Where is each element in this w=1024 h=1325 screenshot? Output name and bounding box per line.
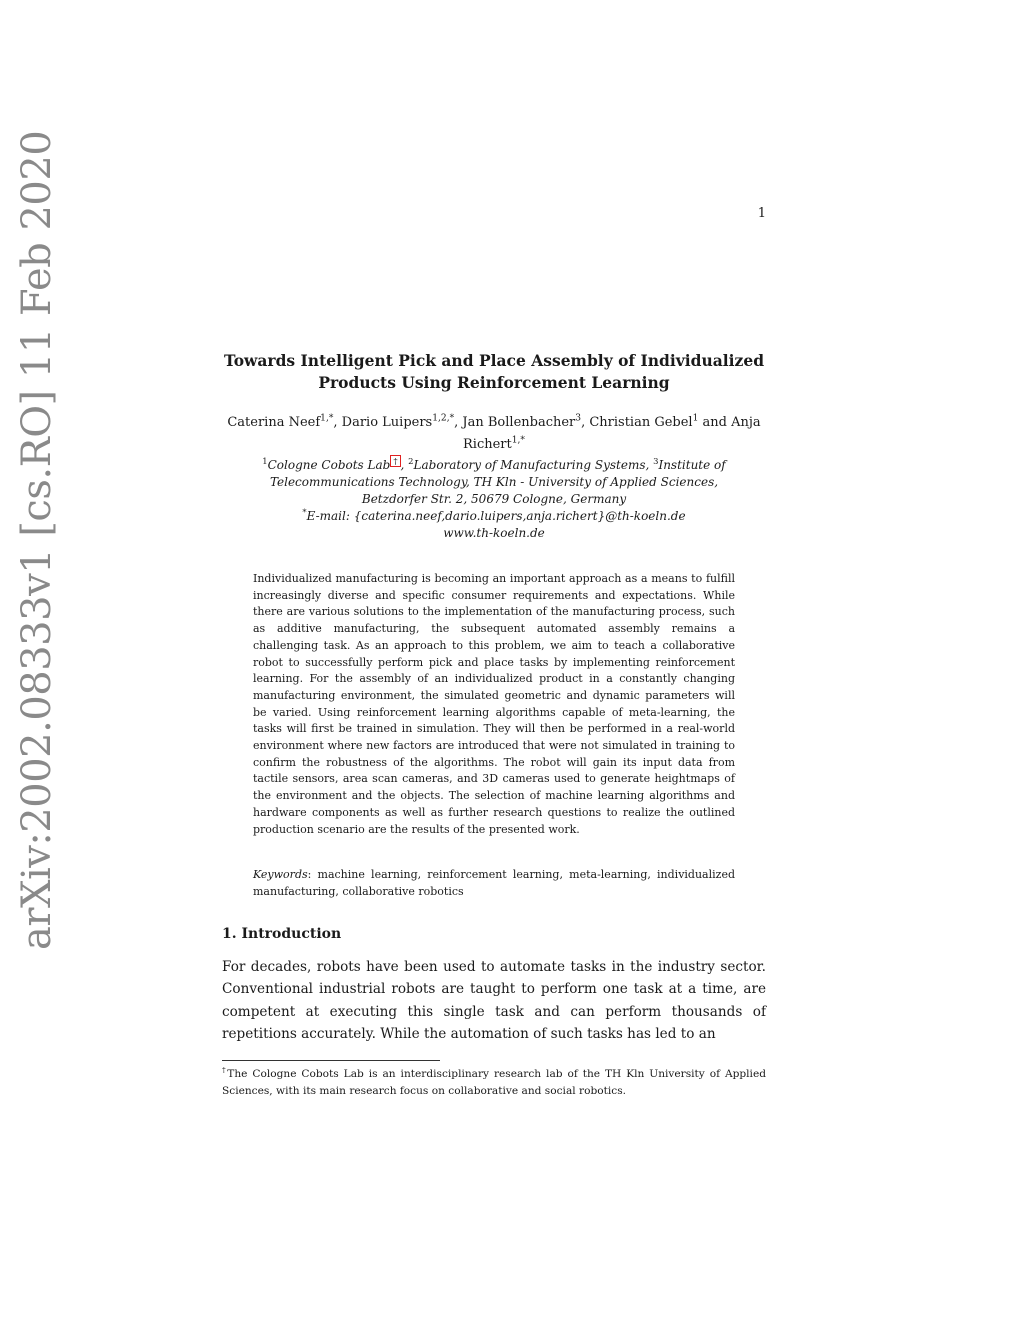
- title-line-2: Products Using Reinforcement Learning: [318, 373, 670, 392]
- page-number: 1: [757, 206, 766, 221]
- author-affiliation-mark: 1,*: [511, 435, 525, 446]
- abstract: Individualized manufacturing is becoming an important approach as a means to fulfill increasingly diverse and specific consumer requirements and expectations. While there are various solutions to the implementation of the manufacturing process, such as additive manufacturing, the subsequent automated assembly remains a challenging task. As an approach to this problem, we aim to teach a collaborative robot to successfully perform pick and place tasks by implementing reinforcement learning. For the assembly of an individualized product in a constantly changing manufacturing environment, the simulated geometric and dynamic parameters will be varied. Using reinforcement learning algorithms capable of meta-learning, the tasks will first be trained in simulation. They will then be performed in a real-world environment where new factors are introduced that were not simulated in training to confirm the robustness of the algorithms. The robot will gain its input data from tactile sensors, area scan cameras, and 3D cameras used to generate heightmaps of the environment and the objects. The selection of machine learning algorithms and hardware components as well as further research questions to realize the outlined production scenario are the results of the presented work.: [253, 572, 735, 836]
- affiliation-mark: 1: [262, 456, 268, 466]
- author-name: and Anja Richert: [463, 415, 761, 452]
- author-name: , Jan Bollenbacher: [454, 415, 576, 430]
- paper-title: [222, 350, 766, 394]
- author-affiliation-mark: 1: [692, 413, 699, 424]
- arxiv-identifier: arXiv:2002.08333v1 [cs.RO] 11 Feb 2020: [14, 130, 60, 950]
- footnote-text: The Cologne Cobots Lab is an interdisciplinary research lab of the TH Kln University of Applied Sciences, with its main research focus on collaborative and social robotics.: [222, 1068, 766, 1097]
- affiliation-mark: 3: [653, 456, 659, 466]
- footnote-link[interactable]: †: [390, 455, 400, 467]
- email-mark: *: [302, 507, 307, 517]
- keywords: [253, 867, 735, 900]
- footnote-mark: †: [222, 1065, 228, 1075]
- title-line-1: Towards Intelligent Pick and Place Assembly of Individualized: [223, 351, 765, 370]
- footnote: [222, 1066, 766, 1099]
- author-list: [222, 412, 766, 456]
- email-addresses[interactable]: E-mail: {caterina.neef,dario.luipers,anja.richert}@th-koeln.de: [306, 509, 686, 523]
- author-affiliation-mark: 1,2,*: [432, 413, 455, 424]
- keywords-text: : machine learning, reinforcement learning, meta-learning, individualized manufacturing, collaborative robotics: [253, 868, 735, 898]
- affiliation-mark: 2: [408, 456, 414, 466]
- author-name: , Dario Luipers: [333, 415, 433, 430]
- section-heading-introduction: 1. Introduction: [222, 926, 342, 942]
- website-link[interactable]: www.th-koeln.de: [443, 526, 545, 540]
- affiliation-address: Betzdorfer Str. 2, 50679 Cologne, Germany: [361, 492, 627, 506]
- affiliation-line: $^1$Cologne Cobots Lab † , $^2$Laboratory of Manufacturing Systems, $^3$Institute of Telecommunications Technology, TH Kln - University of Applied Sciences,: [262, 456, 726, 489]
- affiliation-manufacturing-lab: Laboratory of Manufacturing Systems,: [413, 458, 654, 472]
- affiliation-cologne-cobots-lab: Cologne Cobots Lab: [267, 458, 391, 472]
- author-affiliation-mark: 3: [575, 413, 582, 424]
- author-name: , Christian Gebel: [581, 415, 693, 430]
- keywords-label: Keywords: [253, 868, 308, 881]
- email-line: [222, 508, 766, 525]
- introduction-paragraph: For decades, robots have been used to automate tasks in the industry sector. Conventional industrial robots are taught to perform one task at a time, are competent at executing this single task and can perform thousands of repetitions accurately. While the automation of such tasks has led to an: [222, 959, 766, 1042]
- author-affiliation-mark: 1,*: [320, 413, 334, 424]
- affiliation-telecom-institute: Institute of Telecommunications Technology, TH Kln - University of Applied Sciences,: [269, 458, 726, 489]
- footnote-divider: [222, 1060, 440, 1061]
- author-name: Caterina Neef: [227, 415, 321, 430]
- affiliations: [222, 457, 766, 542]
